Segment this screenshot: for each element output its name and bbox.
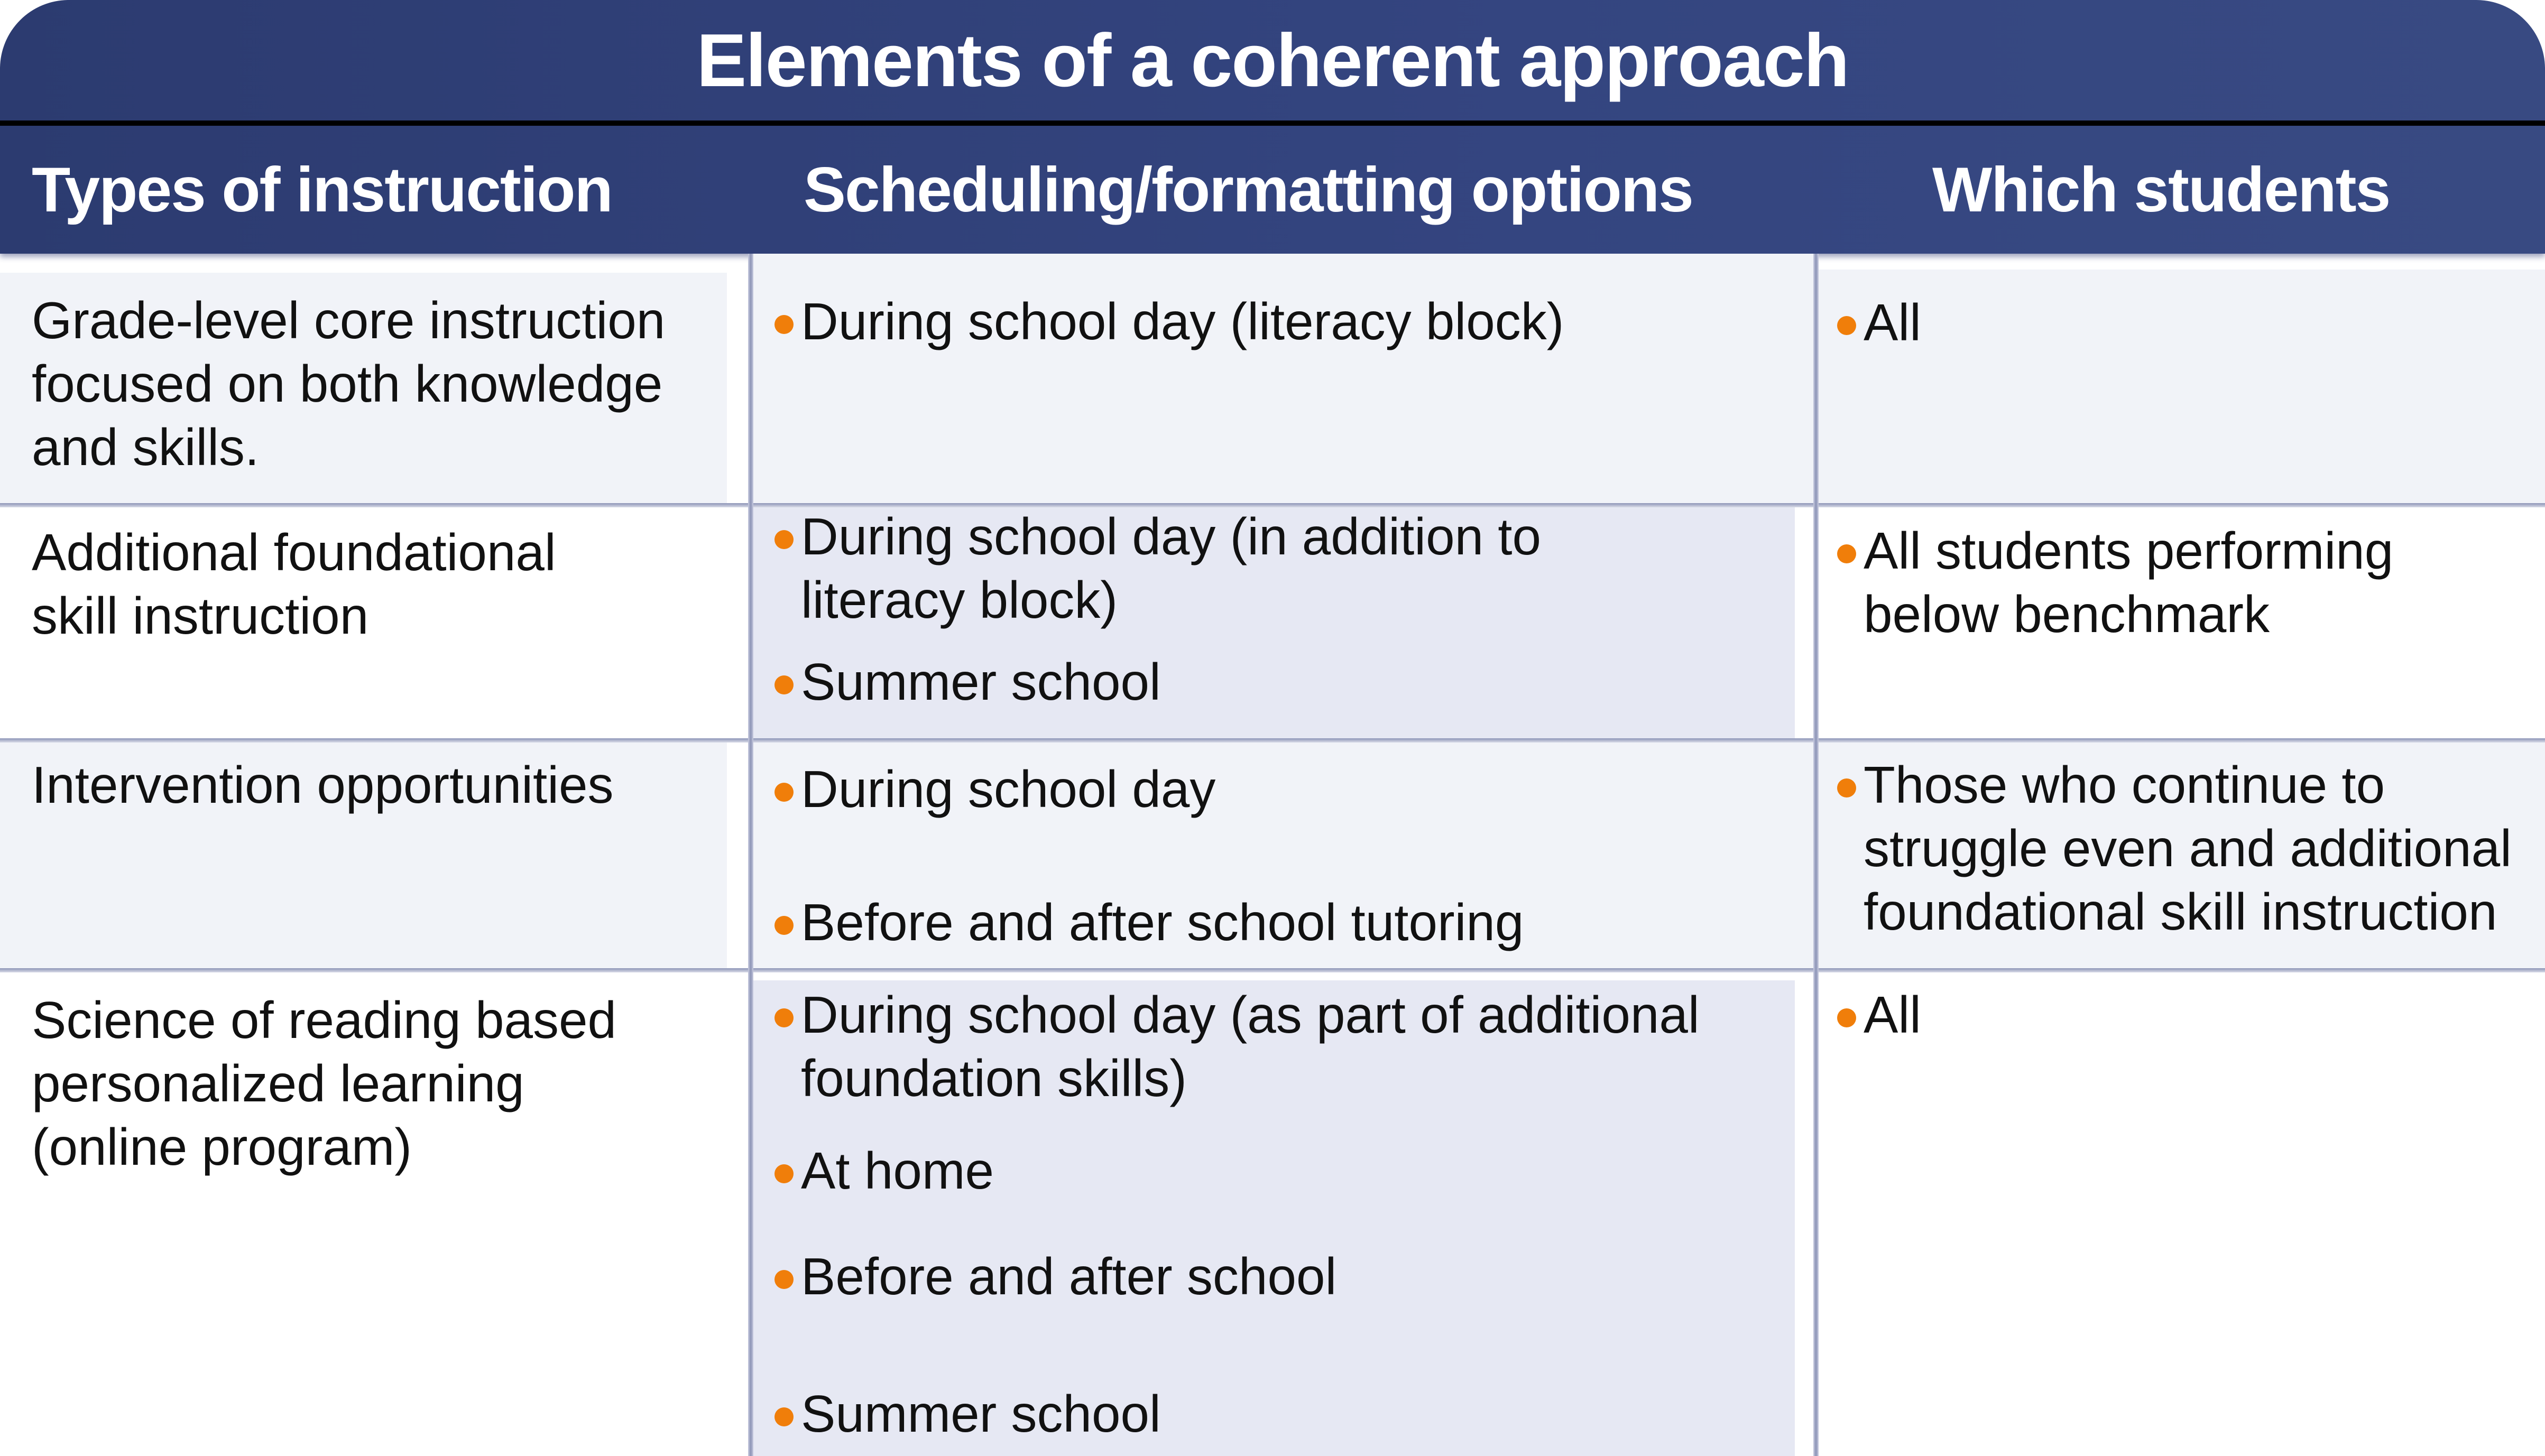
bullet-icon — [1837, 1008, 1856, 1027]
option-item: Before and after school tutoring — [774, 891, 1779, 954]
option-item: During school day — [774, 757, 1779, 821]
bullet-icon — [774, 916, 794, 935]
options-cell — [753, 507, 1795, 740]
option-item: At home — [774, 1139, 1726, 1202]
students-cell — [1819, 270, 2545, 505]
table-title: Elements of a coherent approach — [696, 18, 1849, 103]
bullet-icon — [774, 1008, 794, 1027]
students-cell — [1819, 743, 2545, 970]
row-divider — [0, 968, 2545, 972]
instruction-type-cell: Science of reading based personalized learning (online program) — [0, 972, 751, 1456]
bullet-icon — [1837, 778, 1856, 797]
bullet-icon — [774, 530, 794, 549]
bullet-icon — [774, 783, 794, 802]
option-item: During school day (as part of additional foundation skills) — [774, 983, 1737, 1110]
bullet-icon — [774, 1164, 794, 1183]
student-item: Those who continue to struggle even and additional foundational skill instruction — [1837, 753, 2545, 943]
instruction-type-cell: Intervention opportunities — [0, 743, 727, 970]
student-item: All — [1837, 291, 2524, 354]
student-item: All students performing below benchmark — [1837, 519, 2445, 646]
row-divider — [0, 738, 2545, 743]
students-cell — [1819, 972, 2545, 1456]
bullet-icon — [774, 1270, 794, 1289]
option-item: During school day (literacy block) — [774, 290, 1779, 353]
table-row — [0, 972, 2545, 1456]
table-row — [0, 254, 2545, 505]
column-divider — [1813, 254, 1819, 1456]
bullet-icon — [774, 315, 794, 334]
bullet-icon — [774, 675, 794, 694]
column-header-types: Types of instruction — [32, 154, 612, 225]
bullet-icon — [1837, 544, 1856, 563]
option-item: Before and after school — [774, 1245, 1726, 1308]
bullet-icon — [774, 1407, 794, 1426]
title-divider — [0, 120, 2545, 126]
table-row — [0, 507, 2545, 740]
column-header-scheduling: Scheduling/formatting options — [804, 154, 1693, 225]
table-row — [0, 743, 2545, 970]
column-divider — [748, 254, 753, 1456]
header-row — [0, 126, 2545, 254]
instruction-type-cell: Additional foundational skill instruction — [0, 507, 751, 740]
instruction-type-cell: Grade-level core instruction focused on both knowledge and skills. — [0, 273, 727, 505]
options-cell — [753, 254, 1816, 505]
students-cell — [1819, 507, 2545, 740]
student-item: All — [1837, 983, 2524, 1046]
option-item: Summer school — [774, 1382, 1726, 1445]
options-cell — [753, 743, 1816, 970]
bullet-icon — [1837, 316, 1856, 335]
options-cell — [753, 980, 1795, 1456]
option-item: During school day (in addition to literacy block) — [774, 505, 1567, 632]
option-item: Summer school — [774, 650, 1726, 713]
column-header-students: Which students — [1932, 154, 2390, 225]
table-title-bar — [0, 0, 2545, 122]
